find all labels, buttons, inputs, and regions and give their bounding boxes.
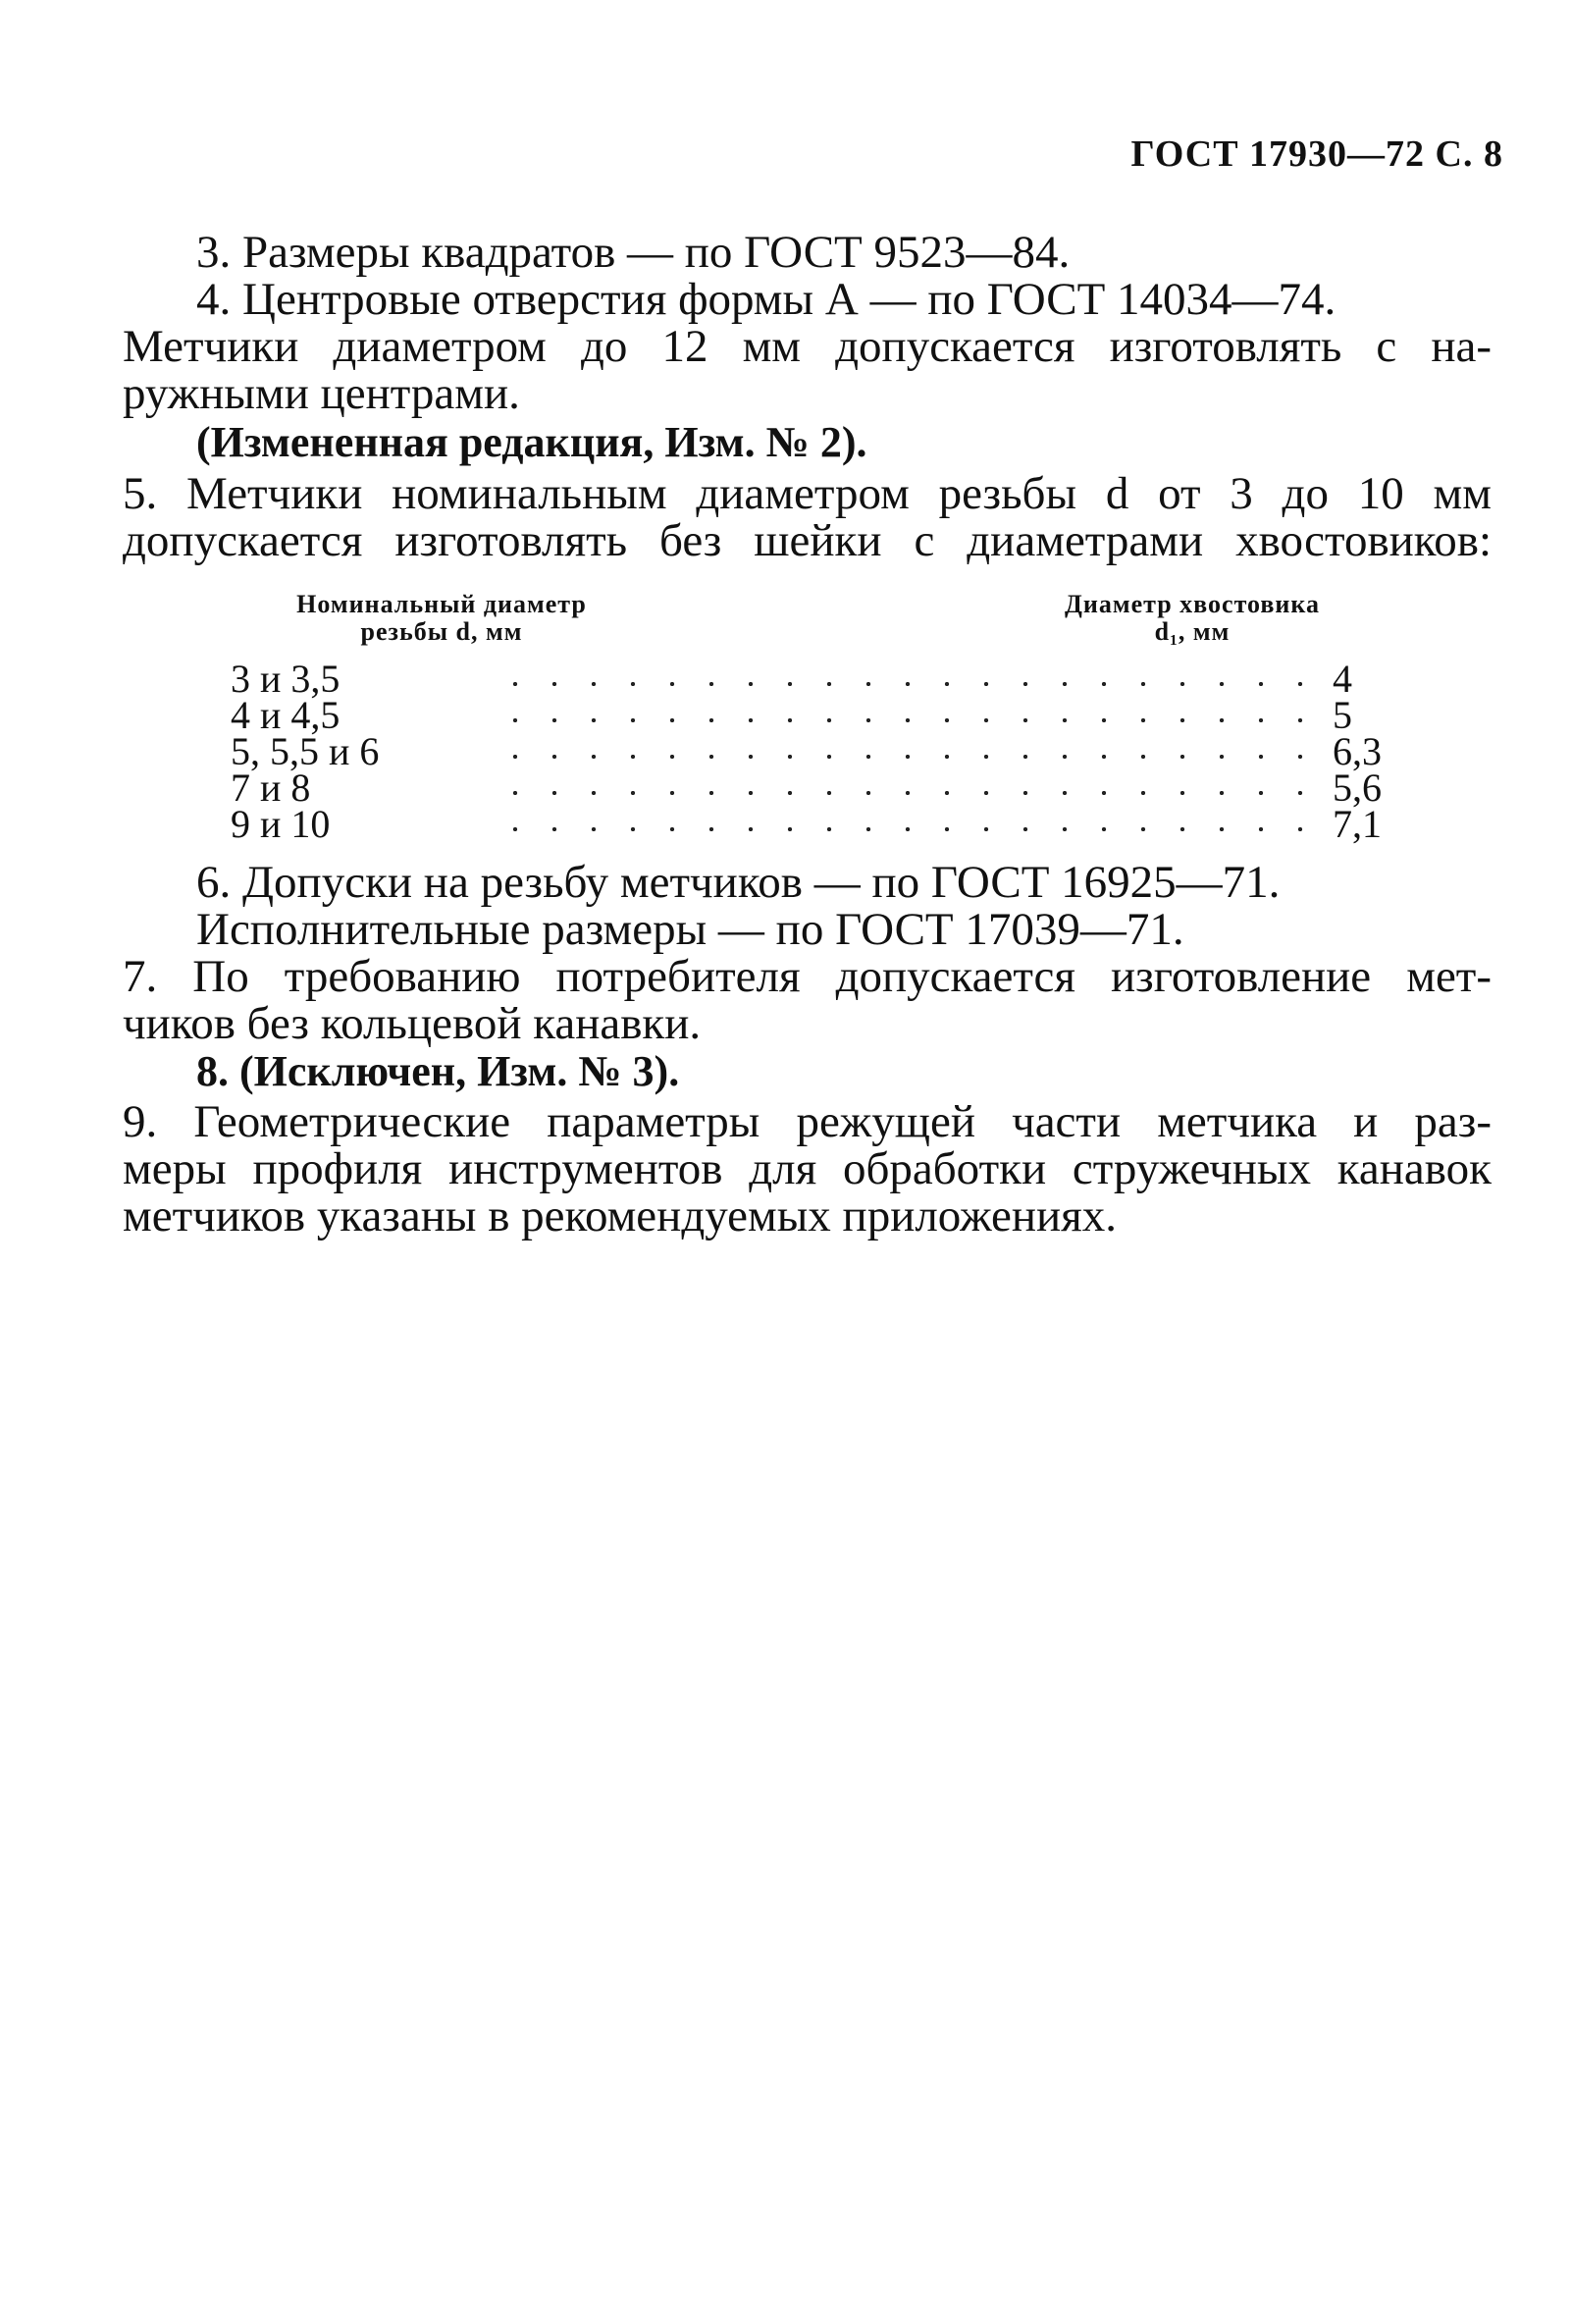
paragraph-4c: (Измененная редакция, Изм. № 2).: [196, 418, 867, 466]
paragraph-8: 8. (Исключен, Изм. № 3).: [196, 1047, 680, 1095]
dot-leader: [496, 718, 1323, 722]
row-diameter: 3 и 3,5: [231, 657, 341, 701]
table-row: [231, 802, 1382, 846]
row-shank: 6,3: [1333, 729, 1382, 773]
table-header-shank-line-1: Диаметр хвостовика: [1065, 590, 1320, 618]
table-row: [231, 693, 1364, 737]
paragraph-4b-line-1: Метчики диаметром до 12 мм допускается изготовлять с на-: [123, 321, 1492, 372]
paragraph-5-line-2: допускается изготовлять без шейки с диаметрами хвостовиков:: [123, 515, 1492, 566]
dot-leader: [496, 827, 1323, 831]
paragraph-7-line-1: 7. По требованию потребителя допускается изготовление мет-: [123, 951, 1492, 1002]
paragraph-7-line-2: чиков без кольцевой канавки.: [123, 998, 702, 1049]
table-header-shank-line-2: d₁, мм: [1154, 617, 1231, 646]
row-diameter: 7 и 8: [231, 766, 311, 810]
paragraph-4b-line-2: ружными центрами.: [123, 368, 520, 419]
dot-leader: [496, 682, 1323, 686]
paragraph-9-line-2: меры профиля инструментов для обработки стружечных канавок: [123, 1143, 1492, 1194]
paragraph-6b: Исполнительные размеры — по ГОСТ 17039—71.: [196, 904, 1184, 955]
dot-leader: [496, 791, 1323, 795]
table-row: [231, 766, 1382, 810]
row-diameter: 9 и 10: [231, 802, 331, 846]
paragraph-6: 6. Допуски на резьбу метчиков — по ГОСТ 16925—71.: [196, 857, 1281, 908]
table-header-diameter: [275, 591, 608, 646]
row-shank: 7,1: [1333, 802, 1382, 846]
paragraph-4: 4. Центровые отверстия формы А — по ГОСТ 14034—74.: [196, 274, 1336, 325]
paragraph-9-line-1: 9. Геометрические параметры режущей части метчика и раз-: [123, 1096, 1492, 1147]
table-row: [231, 729, 1382, 773]
table-row: [231, 657, 1364, 701]
paragraph-5-line-1: 5. Метчики номинальным диаметром резьбы d от 3 до 10 мм: [123, 468, 1492, 519]
paragraph-3: 3. Размеры квадратов — по ГОСТ 9523—84.: [196, 227, 1071, 278]
row-shank: 5,6: [1333, 766, 1382, 810]
row-shank: 4: [1333, 657, 1352, 701]
page-header: ГОСТ 17930—72 С. 8: [1130, 133, 1503, 175]
table-header-shank: [1040, 591, 1344, 646]
row-shank: 5: [1333, 693, 1352, 737]
dot-leader: [496, 755, 1323, 759]
paragraph-9-line-3: метчиков указаны в рекомендуемых приложениях.: [123, 1190, 1118, 1241]
row-diameter: 5, 5,5 и 6: [231, 729, 380, 773]
row-diameter: 4 и 4,5: [231, 693, 341, 737]
table-header-diameter-line-1: Номинальный диаметр: [296, 590, 587, 618]
table-header-diameter-line-2: резьбы d, мм: [360, 617, 523, 646]
